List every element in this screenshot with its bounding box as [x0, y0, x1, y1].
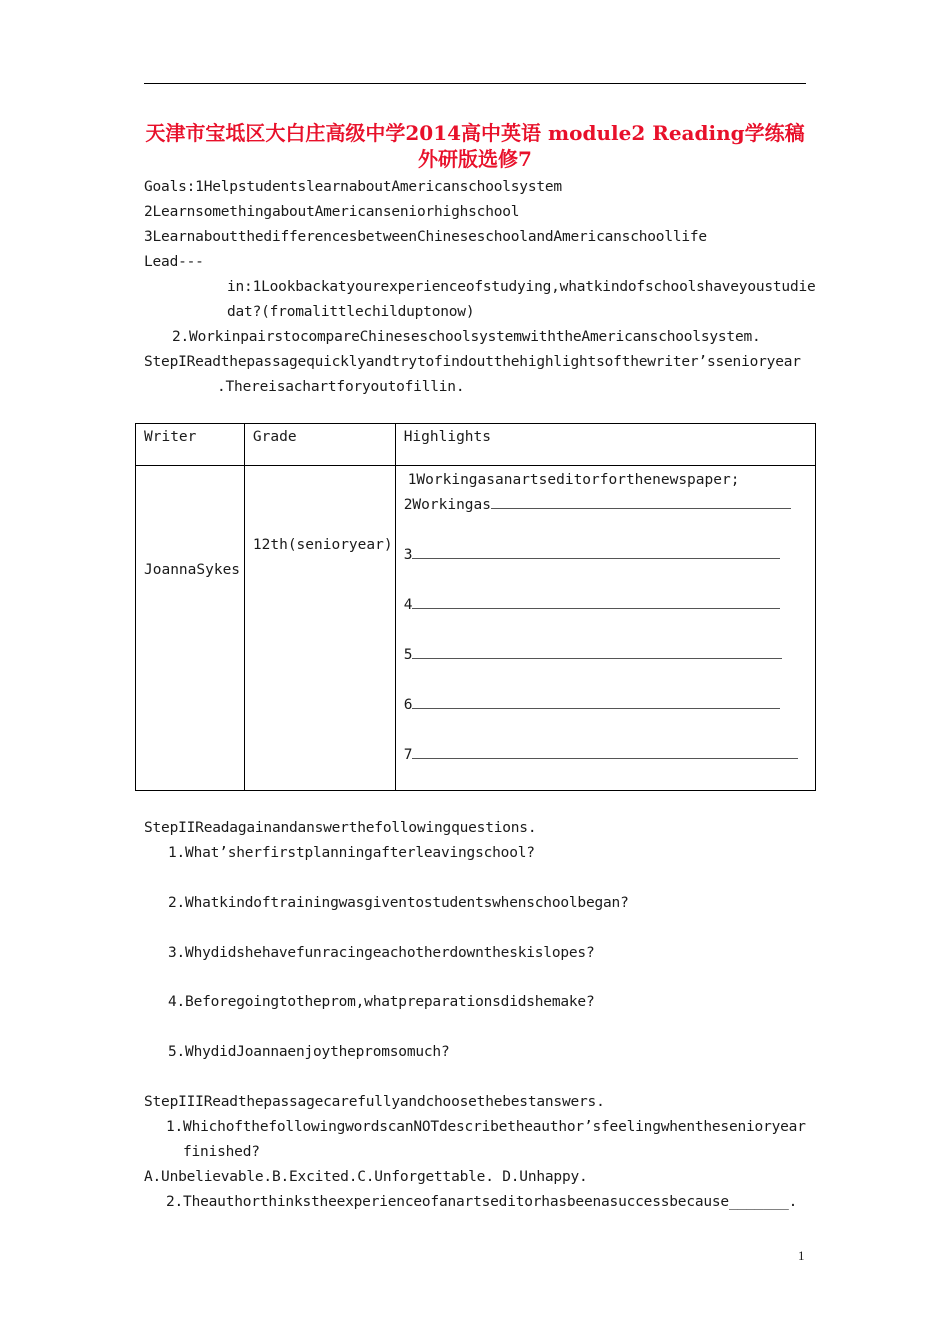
step2-question-1: 1.What’sherfirstplanningafterleavingschool?	[168, 845, 535, 861]
lead-in-label: Lead---	[144, 254, 204, 270]
highlight-7: 7	[404, 746, 799, 764]
step3-question-1-cont: finished?	[183, 1144, 260, 1160]
highlights-table	[135, 423, 816, 791]
highlight-6: 6	[404, 696, 781, 714]
grade-cell: 12th(senioryear)	[244, 466, 395, 791]
page-title: 天津市宝坻区大白庄高级中学2014高中英语 module2 Reading学练稿 外研版选修7	[145, 121, 805, 171]
highlight-1: 1Workingasanartseditorforthenewspaper;	[407, 472, 740, 488]
step1-instruction: StepIReadthepassagequicklyandtrytofindoutthehighlightsofthewriter’ssenioryear	[144, 354, 801, 370]
header-grade: Grade	[244, 424, 395, 466]
highlights-cell	[395, 466, 815, 791]
step2-question-3: 3.Whydidshehavefunracingeachotherdowntheskislopes?	[168, 945, 595, 961]
step3-question-1-options: A.Unbelievable.B.Excited.C.Unforgettable. D.Unhappy.	[144, 1169, 588, 1185]
highlight-2: 2Workingas	[404, 496, 791, 514]
step2-heading: StepIIReadagainandanswerthefollowingquestions.	[144, 820, 537, 836]
highlight-3: 3	[404, 546, 781, 564]
goal-3: 3LearnaboutthedifferencesbetweenChineseschoolandAmericanschoollife	[144, 229, 707, 245]
step3-question-2: 2.Theauthorthinkstheexperienceofanartseditorhasbeenasuccessbecause_______.	[166, 1194, 798, 1210]
step1-instruction-cont: .Thereisachartforyoutofillin.	[217, 379, 465, 395]
step2-question-2: 2.Whatkindoftrainingwasgiventostudentswhenschoolbegan?	[168, 895, 629, 911]
goal-1: Goals:1HelpstudentslearnaboutAmericanschoolsystem	[144, 179, 562, 195]
lead-in-item-2: 2.WorkinpairstocompareChineseschoolsystemwiththeAmericanschoolsystem.	[172, 329, 761, 345]
highlight-4: 4	[404, 596, 781, 614]
page-number: 1	[798, 1248, 805, 1263]
highlight-5: 5	[404, 646, 783, 664]
writer-cell: JoannaSykes	[136, 466, 245, 791]
step3-question-1: 1.WhichofthefollowingwordscanNOTdescribetheauthor’sfeelingwhenthesenioryear	[166, 1119, 806, 1135]
header-highlights: Highlights	[395, 424, 815, 466]
header-rule	[144, 83, 806, 84]
step2-question-5: 5.WhydidJoannaenjoythepromsomuch?	[168, 1044, 450, 1060]
lead-in-item-1-cont: dat?(fromalittlechilduptonow)	[227, 304, 475, 320]
step2-question-4: 4.Beforegoingtotheprom,whatpreparationsdidshemake?	[168, 994, 595, 1010]
step3-heading: StepIIIReadthepassagecarefullyandchoosethebestanswers.	[144, 1094, 605, 1110]
header-writer: Writer	[136, 424, 245, 466]
lead-in-item-1: in:1Lookbackatyourexperienceofstudying,whatkindofschoolshaveyoustudie	[227, 279, 816, 295]
goal-2: 2LearnsomethingaboutAmericanseniorhighschool	[144, 204, 520, 220]
